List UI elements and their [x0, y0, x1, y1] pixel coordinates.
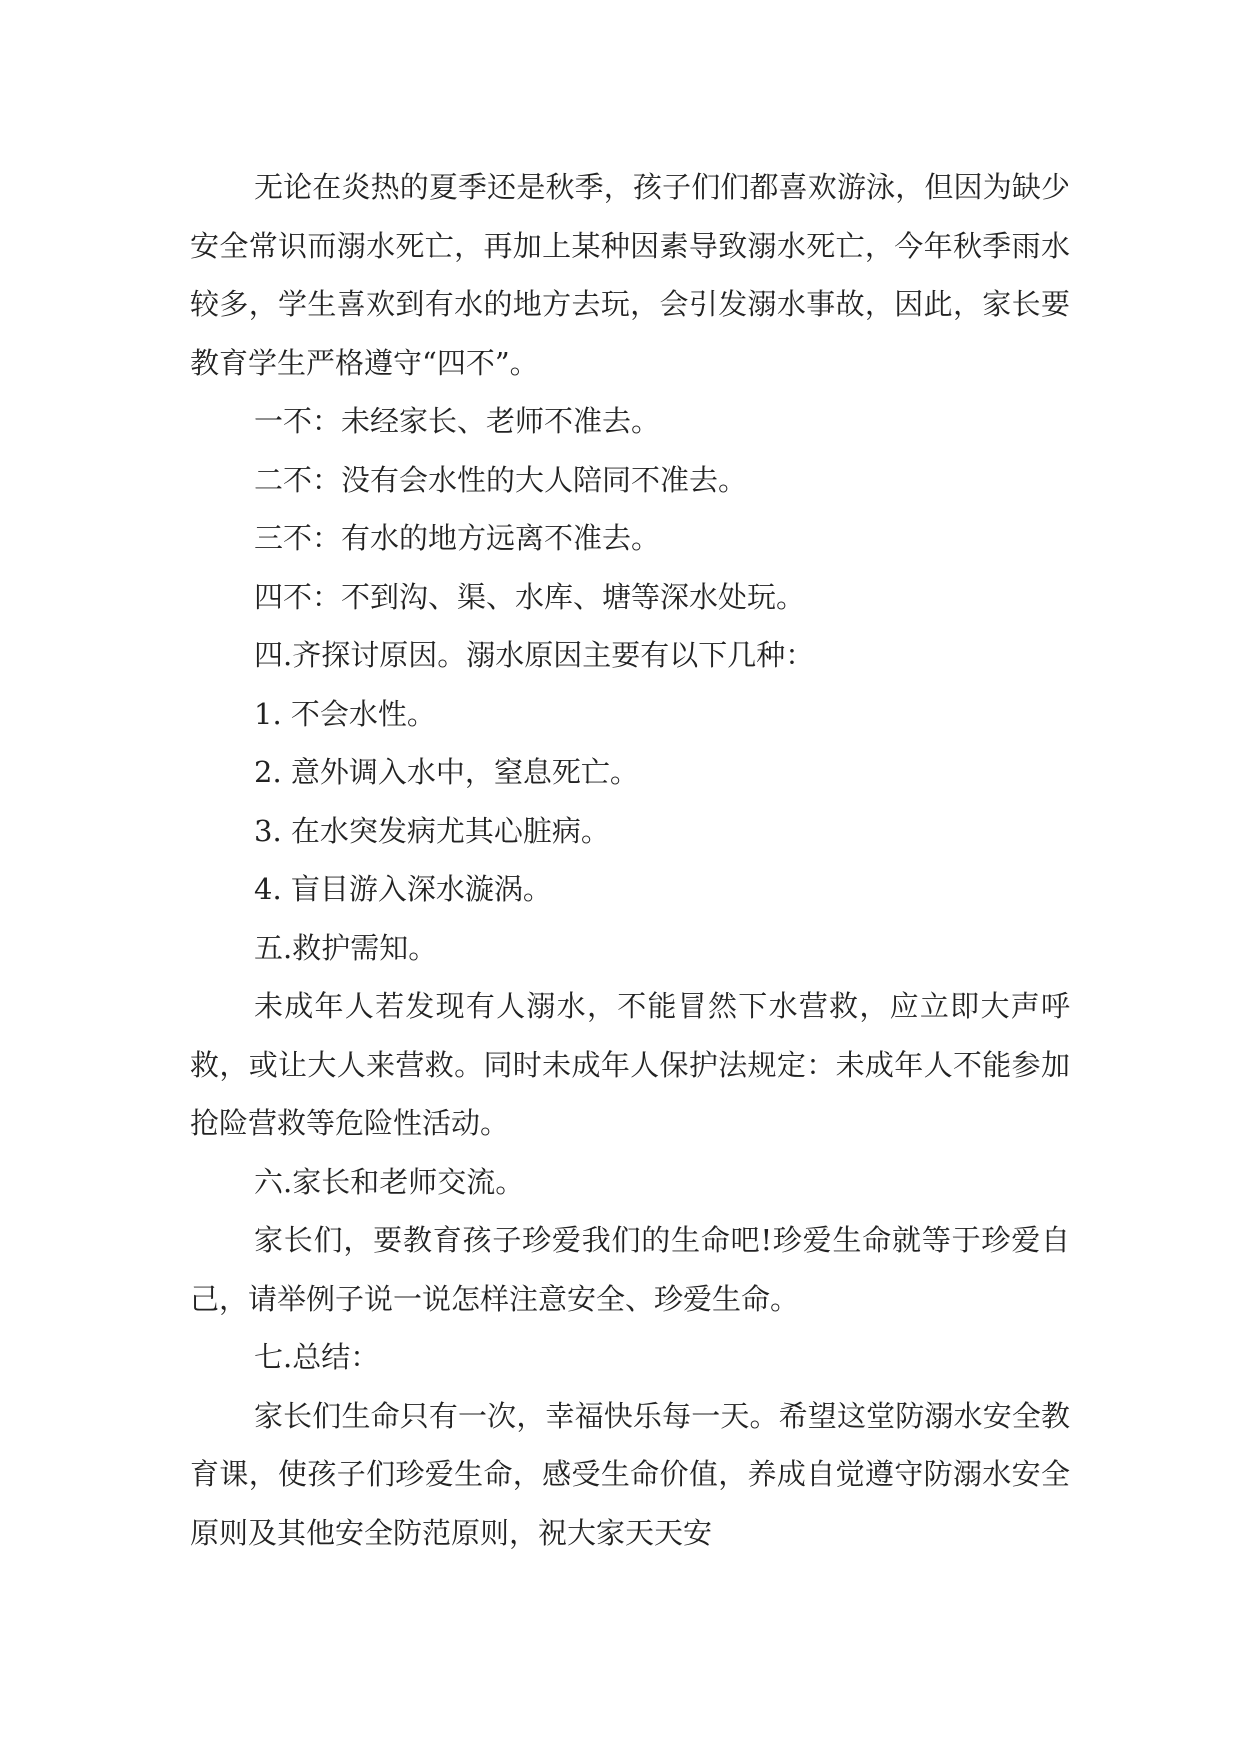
cause-item-4: 4. 盲目游入深水漩涡。 — [254, 872, 552, 906]
section-six-heading: 六.家长和老师交流。 — [254, 1164, 525, 1199]
cause-item-2: 2. 意外调入水中，窒息死亡。 — [254, 755, 639, 789]
exchange-paragraph: 家长们，要教育孩子珍爱我们的生命吧!珍爱生命就等于珍爱自己，请举例子说一说怎样注意安全、珍爱生命。 — [190, 1223, 1070, 1316]
rescue-paragraph: 未成年人若发现有人溺水，不能冒然下水营救，应立即大声呼救，或让大人来营救。同时未成年人保护法规定：未成年人不能参加抢险营救等危险性活动。 — [190, 989, 1070, 1140]
rule-two: 二不：没有会水性的大人陪同不准去。 — [254, 462, 748, 497]
rule-one: 一不：未经家长、老师不准去。 — [254, 404, 661, 438]
section-seven-heading: 七.总结： — [254, 1340, 380, 1374]
rule-four: 四不：不到沟、渠、水库、塘等深水处玩。 — [254, 579, 806, 614]
cause-item-3: 3. 在水突发病尤其心脏病。 — [254, 813, 610, 848]
section-five-heading: 五.救护需知。 — [254, 930, 438, 965]
summary-paragraph: 家长们生命只有一次，幸福快乐每一天。希望这堂防溺水安全教育课，使孩子们珍爱生命，感受生命价值，养成自觉遵守防溺水安全原则及其他安全防范原则，祝大家天天安 — [190, 1398, 1070, 1550]
cause-item-1: 1. 不会水性。 — [254, 696, 436, 731]
document-body — [190, 158, 1070, 1562]
rule-three: 三不：有水的地方远离不准去。 — [254, 521, 661, 555]
section-four-heading: 四.齐探讨原因。溺水原因主要有以下几种： — [254, 638, 815, 672]
intro-paragraph: 无论在炎热的夏季还是秋季，孩子们们都喜欢游泳，但因为缺少安全常识而溺水死亡，再加上某种因素导致溺水死亡，今年秋季雨水较多，学生喜欢到有水的地方去玩，会引发溺水事故，因此，家长要教育学生严格遵守“四不”。 — [190, 170, 1070, 380]
